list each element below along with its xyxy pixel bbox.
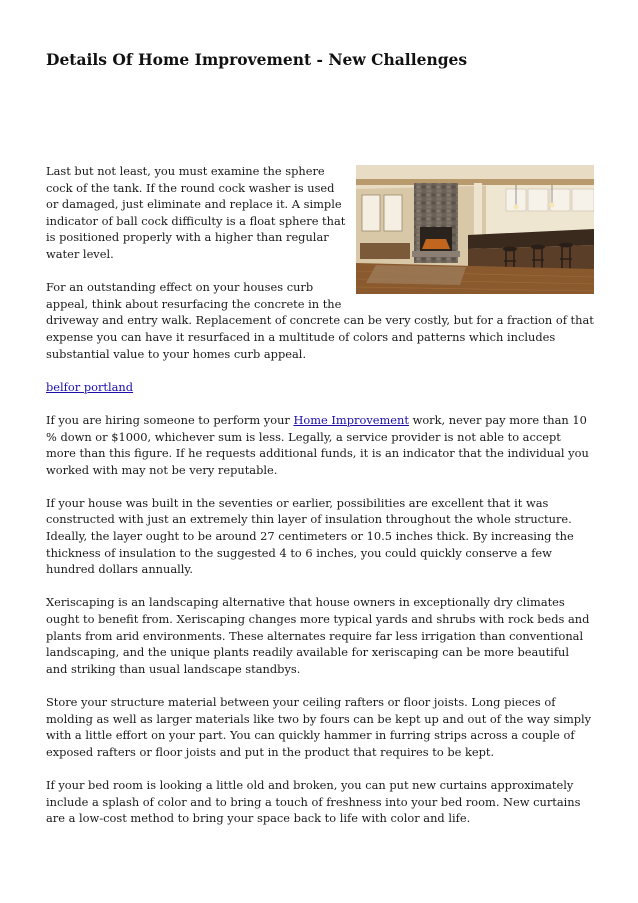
paragraph-contractor-before: If you are hiring someone to perform your (46, 412, 294, 427)
paragraph-ball-cock: Last but not least, you must examine the sphere cock of the tank. If the round cock washer is used or damaged, just eliminate and replace it. A simple indicator of ball cock difficulty is a float sphere that is positioned properly with a higher than regular water level. (46, 164, 346, 261)
paragraph-storage: Store your structure material between your ceiling rafters or floor joists. Long pieces of molding as well as larger materials like two by fours can be kept up and out of the way simply with a little effort on your part. You can quickly hammer in furring strips across a couple of exposed rafters or floor joists and put in the product that requires to be kept. (46, 695, 592, 759)
paragraph-contractor (46, 412, 594, 478)
link-paragraph (46, 379, 594, 396)
page-title: Details Of Home Improvement - New Challenges (46, 50, 468, 69)
paragraph-curtains: If your bed room is looking a little old and broken, you can put new curtains approximately include a splash of color and to bring a touch of freshness into your bed room. New curtains are a low-cost method to bring your space back to life with color and life. (46, 777, 581, 826)
paragraph-insulation: If your house was built in the seventies or earlier, possibilities are excellent that it was constructed with just an extremely thin layer of insulation throughout the whole structure. Ideally, the layer ought to be around 27 centimeters or 10.5 inches thick. By increasing the thickness of insulation to the suggested 4 to 6 inches, you could quickly conserve a few hundred dollars annually. (46, 495, 574, 577)
paragraph-curb-appeal: For an outstanding effect on your houses curb appeal, think about resurfacing the concrete in the driveway and entry walk. Replacement of concrete can be very costly, but for a fraction of that expense you can have it resurfaced in a multitude of colors and patterns which includes substantial value to your homes curb appeal. (46, 280, 594, 361)
paragraph-xeriscaping: Xeriscaping is an landscaping alternative that house owners in exceptionally dry climates ought to benefit from. Xeriscaping changes more typical yards and shrubs with rock beds and plants from arid environments. These alternates require far less irrigation than conventional landscaping, and the unique plants readily available for xeriscaping can be more beautiful and striking than usual landscape standbys. (46, 595, 590, 676)
home-improvement-link[interactable]: Home Improvement (293, 412, 409, 427)
article-body (46, 163, 594, 843)
belfor-portland-link[interactable]: belfor portland (46, 379, 134, 394)
interior-photo (356, 165, 594, 294)
paragraph-contractor-after: work, never pay more than 10 % down or $1000, whichever sum is less. Legally, a service provider is not able to accept more than this figure. If he requests additional funds, it is an indicator that the individual you worked with may not be very reputable. (46, 412, 589, 477)
